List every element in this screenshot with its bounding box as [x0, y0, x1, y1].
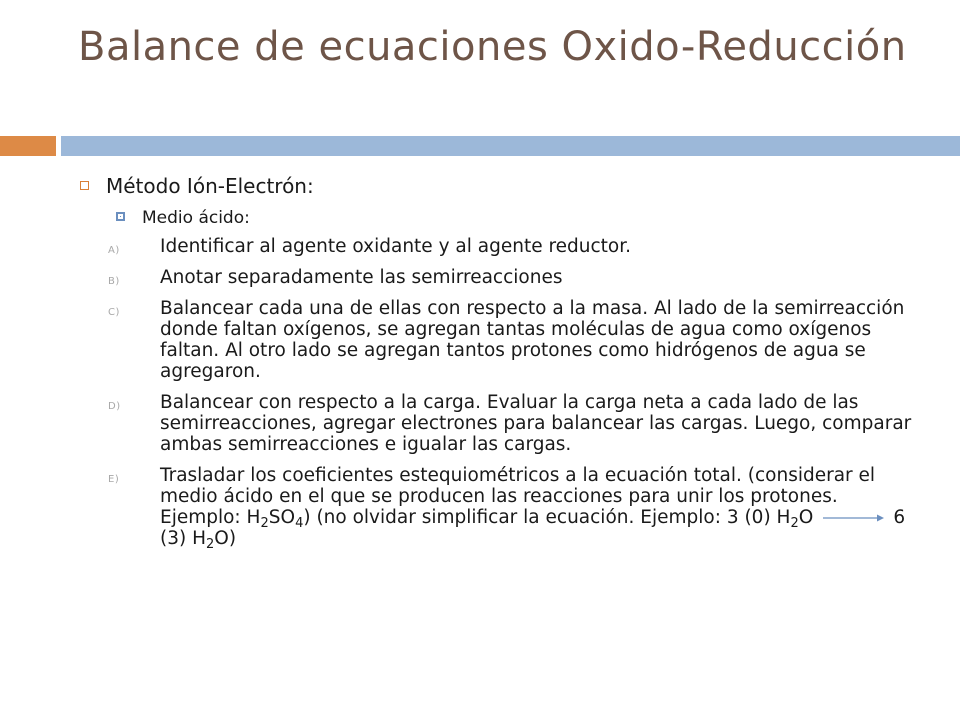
subscript: 4	[295, 516, 304, 531]
step-letter: D)	[108, 401, 121, 412]
step-text: Identificar al agente oxidante y al agente reductor.	[160, 236, 632, 257]
step-text-part: Trasladar los coeficientes estequiométricos a la ecuación total. (considerar el medio ácido en el que se producen las reacciones para unir los protones. Ejemplo: H	[160, 465, 876, 528]
step-text: Balancear con respecto a la carga. Evaluar la carga neta a cada lado de las semirreacciones, agregar electrones para balancear las cargas. Luego, comparar ambas semirreacciones e igualar las cargas.	[160, 392, 912, 455]
slide-content	[78, 172, 918, 559]
step-item	[78, 465, 918, 552]
bullet-level1-text: Método Ión-Electrón:	[106, 174, 314, 198]
step-letter: B)	[108, 276, 120, 287]
step-letter: A)	[108, 245, 120, 256]
step-letter: E)	[108, 474, 120, 485]
step-item	[78, 298, 918, 382]
title-rule-bar	[61, 136, 960, 156]
step-text-part: SO	[268, 507, 296, 528]
step-text-part: ) (no olvidar simplificar la ecuación. Ejemplo:	[303, 507, 727, 528]
subscript: 2	[790, 516, 799, 531]
square-bullet-icon	[116, 212, 125, 221]
example-right: 6 (3) H	[160, 507, 906, 549]
example-left: 3 (0) H	[726, 507, 791, 528]
step-item	[78, 267, 918, 288]
step-list	[78, 236, 918, 552]
step-letter: C)	[108, 307, 120, 318]
subscript: 2	[206, 537, 215, 552]
step-text	[160, 465, 918, 552]
right-arrow-icon	[823, 513, 885, 523]
slide-title: Balance de ecuaciones Oxido-Reducción	[78, 24, 907, 70]
bullet-level2-text: Medio ácido:	[142, 208, 250, 228]
bullet-level1	[78, 172, 918, 200]
example-left-post: O	[798, 507, 814, 528]
step-text: Balancear cada una de ellas con respecto a la masa. Al lado de la semirreacción donde faltan oxígenos, se agregan tantas moléculas de agua como oxígenos faltan. Al otro lado se agregan tantos protones como hidrógenos de agua se agregaron.	[160, 298, 905, 382]
example-right-post: O)	[214, 528, 237, 549]
step-item	[78, 392, 918, 455]
step-text: Anotar separadamente las semirreacciones	[160, 267, 563, 288]
hollow-square-icon	[80, 181, 89, 190]
step-item	[78, 236, 918, 257]
bullet-level2	[78, 206, 918, 230]
subscript: 2	[260, 516, 269, 531]
title-rule-accent	[0, 136, 56, 156]
